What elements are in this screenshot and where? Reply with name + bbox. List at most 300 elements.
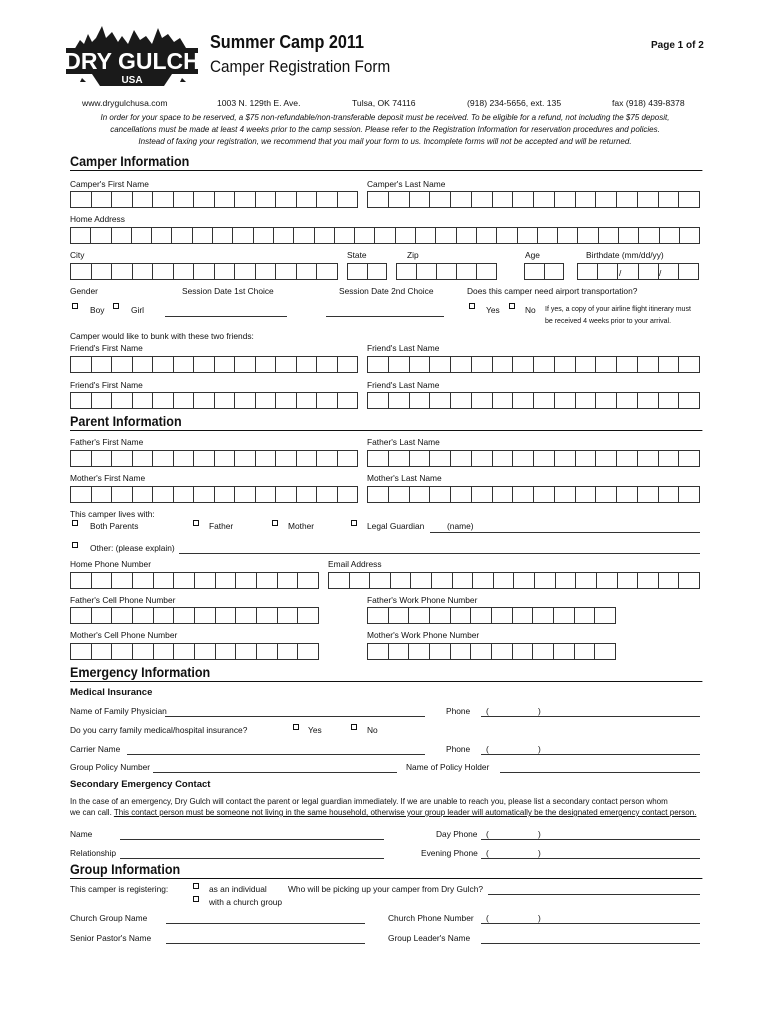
policy-line[interactable] [153,772,397,773]
char-box[interactable] [337,392,359,409]
char-box[interactable] [193,191,214,208]
char-box[interactable] [512,486,533,503]
insurance-no-checkbox[interactable] [351,724,357,730]
leader-line[interactable] [481,943,700,944]
carrier-line[interactable] [127,754,425,755]
char-box[interactable] [416,263,436,280]
char-box[interactable] [255,392,276,409]
contact-name-line[interactable] [120,839,384,840]
char-box[interactable] [555,572,576,589]
char-box[interactable] [429,191,450,208]
char-box[interactable] [367,191,388,208]
char-box[interactable] [275,392,296,409]
char-box[interactable] [517,227,537,244]
char-box[interactable] [429,450,450,467]
char-box[interactable] [594,643,616,660]
char-box[interactable] [296,392,317,409]
char-box[interactable] [491,607,512,624]
email-field[interactable] [328,572,700,589]
char-box[interactable] [277,643,298,660]
char-box[interactable] [152,356,173,373]
char-box[interactable] [214,450,235,467]
char-box[interactable] [388,643,409,660]
char-box[interactable] [275,486,296,503]
char-box[interactable] [131,227,151,244]
char-box[interactable] [408,607,429,624]
char-box[interactable] [637,572,658,589]
char-box[interactable] [296,486,317,503]
mother-last-field[interactable] [367,486,700,503]
friend1-first-field[interactable] [70,356,358,373]
char-box[interactable] [349,572,370,589]
char-box[interactable] [658,572,679,589]
char-box[interactable] [235,607,256,624]
char-box[interactable] [235,572,256,589]
relationship-line[interactable] [120,858,384,859]
char-box[interactable] [431,572,452,589]
char-box[interactable] [153,643,174,660]
char-box[interactable] [534,572,555,589]
girl-checkbox[interactable] [113,303,119,309]
father-work-field[interactable] [367,607,616,624]
char-box[interactable] [450,486,471,503]
char-box[interactable] [637,191,658,208]
char-box[interactable] [429,486,450,503]
char-box[interactable] [594,607,616,624]
day-phone-line[interactable] [481,839,700,840]
char-box[interactable] [618,227,638,244]
char-box[interactable] [533,356,554,373]
char-box[interactable] [532,607,553,624]
father-checkbox[interactable] [193,520,199,526]
char-box[interactable] [617,572,638,589]
char-box[interactable] [337,356,359,373]
char-box[interactable] [232,227,252,244]
char-box[interactable] [452,572,473,589]
char-box[interactable] [132,572,153,589]
char-box[interactable] [277,572,298,589]
char-box[interactable] [512,450,533,467]
char-box[interactable] [616,191,637,208]
char-box[interactable] [255,263,276,280]
char-box[interactable] [410,572,431,589]
char-box[interactable] [296,450,317,467]
char-box[interactable] [275,263,296,280]
char-box[interactable] [215,607,236,624]
char-box[interactable] [679,227,700,244]
char-box[interactable] [91,450,112,467]
session2-line[interactable] [326,316,444,317]
individual-checkbox[interactable] [193,883,199,889]
char-box[interactable] [678,263,699,280]
char-box[interactable] [658,450,679,467]
char-box[interactable] [574,643,595,660]
session1-line[interactable] [165,316,287,317]
char-box[interactable] [316,356,337,373]
char-box[interactable] [659,227,679,244]
char-box[interactable] [450,643,471,660]
char-box[interactable] [111,450,132,467]
char-box[interactable] [214,191,235,208]
char-box[interactable] [256,607,277,624]
char-box[interactable] [492,392,513,409]
char-box[interactable] [638,227,658,244]
char-box[interactable] [470,643,491,660]
char-box[interactable] [595,392,616,409]
char-box[interactable] [450,356,471,373]
char-box[interactable] [173,450,194,467]
char-box[interactable] [194,572,215,589]
char-box[interactable] [388,191,409,208]
char-box[interactable] [533,486,554,503]
age-field[interactable] [524,263,564,280]
char-box[interactable] [91,607,112,624]
char-box[interactable] [70,263,91,280]
char-box[interactable] [409,486,430,503]
char-box[interactable] [153,607,174,624]
char-box[interactable] [471,486,492,503]
father-first-field[interactable] [70,450,358,467]
char-box[interactable] [492,450,513,467]
char-box[interactable] [658,486,679,503]
char-box[interactable] [575,392,596,409]
char-box[interactable] [476,227,496,244]
char-box[interactable] [132,607,153,624]
church-phone-line[interactable] [481,923,700,924]
friend2-last-field[interactable] [367,392,700,409]
char-box[interactable] [554,450,575,467]
char-box[interactable] [132,450,153,467]
char-box[interactable] [256,643,277,660]
carrier-phone-line[interactable] [481,754,700,755]
char-box[interactable] [316,263,338,280]
char-box[interactable] [273,227,293,244]
char-box[interactable] [597,263,617,280]
char-box[interactable] [456,263,476,280]
char-box[interactable] [369,572,390,589]
char-box[interactable] [275,191,296,208]
char-box[interactable] [316,450,337,467]
char-box[interactable] [429,356,450,373]
char-box[interactable] [678,486,700,503]
char-box[interactable] [409,450,430,467]
char-box[interactable] [91,263,112,280]
camper-last-field[interactable] [367,191,700,208]
char-box[interactable] [492,486,513,503]
char-box[interactable] [367,643,388,660]
char-box[interactable] [255,486,276,503]
char-box[interactable] [429,643,450,660]
char-box[interactable] [132,356,153,373]
char-box[interactable] [193,450,214,467]
church-name-line[interactable] [166,923,365,924]
char-box[interactable] [354,227,374,244]
char-box[interactable] [367,486,388,503]
char-box[interactable] [575,356,596,373]
char-box[interactable] [395,227,415,244]
char-box[interactable] [658,392,679,409]
char-box[interactable] [512,392,533,409]
char-box[interactable] [367,607,388,624]
char-box[interactable] [596,572,617,589]
char-box[interactable] [214,486,235,503]
char-box[interactable] [493,572,514,589]
char-box[interactable] [151,227,171,244]
char-box[interactable] [297,643,319,660]
char-box[interactable] [194,643,215,660]
other-checkbox[interactable] [72,542,78,548]
char-box[interactable] [173,572,194,589]
char-box[interactable] [70,227,90,244]
char-box[interactable] [471,450,492,467]
char-box[interactable] [70,450,91,467]
char-box[interactable] [512,191,533,208]
mother-work-field[interactable] [367,643,616,660]
char-box[interactable] [575,191,596,208]
char-box[interactable] [193,486,214,503]
char-box[interactable] [173,607,194,624]
char-box[interactable] [374,227,394,244]
char-box[interactable] [255,191,276,208]
char-box[interactable] [91,392,112,409]
char-box[interactable] [337,191,359,208]
airport-yes-checkbox[interactable] [469,303,475,309]
char-box[interactable] [111,643,132,660]
char-box[interactable] [409,191,430,208]
char-box[interactable] [553,643,574,660]
char-box[interactable] [173,392,194,409]
char-box[interactable] [215,643,236,660]
char-box[interactable] [524,263,544,280]
char-box[interactable] [70,486,91,503]
char-box[interactable] [212,227,232,244]
char-box[interactable] [91,572,112,589]
friend2-first-field[interactable] [70,392,358,409]
char-box[interactable] [334,227,354,244]
char-box[interactable] [193,263,214,280]
char-box[interactable] [111,392,132,409]
char-box[interactable] [388,486,409,503]
char-box[interactable] [435,227,455,244]
char-box[interactable] [577,263,597,280]
char-box[interactable] [70,643,91,660]
mother-cell-field[interactable] [70,643,319,660]
char-box[interactable] [193,356,214,373]
char-box[interactable] [532,643,553,660]
char-box[interactable] [554,191,575,208]
char-box[interactable] [554,486,575,503]
char-box[interactable] [408,643,429,660]
pickup-line[interactable] [488,894,700,895]
char-box[interactable] [152,263,173,280]
char-box[interactable] [456,227,476,244]
char-box[interactable] [296,263,317,280]
char-box[interactable] [132,392,153,409]
char-box[interactable] [337,486,359,503]
char-box[interactable] [409,392,430,409]
char-box[interactable] [90,227,110,244]
char-box[interactable] [388,607,409,624]
char-box[interactable] [111,191,132,208]
char-box[interactable] [234,263,255,280]
physician-line[interactable] [165,716,425,717]
char-box[interactable] [253,227,273,244]
char-box[interactable] [111,607,132,624]
char-box[interactable] [595,356,616,373]
char-box[interactable] [678,392,700,409]
char-box[interactable] [316,392,337,409]
char-box[interactable] [415,227,435,244]
char-box[interactable] [388,450,409,467]
char-box[interactable] [152,392,173,409]
char-box[interactable] [470,607,491,624]
city-field[interactable] [70,263,338,280]
char-box[interactable] [678,572,700,589]
char-box[interactable] [513,572,534,589]
char-box[interactable] [367,392,388,409]
pastor-line[interactable] [166,943,365,944]
birthdate-field[interactable] [577,263,699,280]
char-box[interactable] [297,572,319,589]
char-box[interactable] [637,392,658,409]
home-address-field[interactable] [70,227,700,244]
char-box[interactable] [152,486,173,503]
char-box[interactable] [491,643,512,660]
char-box[interactable] [132,191,153,208]
char-box[interactable] [450,191,471,208]
char-box[interactable] [429,392,450,409]
char-box[interactable] [678,191,700,208]
insurance-yes-checkbox[interactable] [293,724,299,730]
char-box[interactable] [533,191,554,208]
char-box[interactable] [297,607,319,624]
char-box[interactable] [215,572,236,589]
char-box[interactable] [194,607,215,624]
char-box[interactable] [390,572,411,589]
char-box[interactable] [554,392,575,409]
both-parents-checkbox[interactable] [72,520,78,526]
char-box[interactable] [152,450,173,467]
char-box[interactable] [234,486,255,503]
char-box[interactable] [388,356,409,373]
char-box[interactable] [595,486,616,503]
char-box[interactable] [337,450,359,467]
char-box[interactable] [476,263,497,280]
char-box[interactable] [293,227,313,244]
char-box[interactable] [512,643,533,660]
char-box[interactable] [70,356,91,373]
char-box[interactable] [316,191,337,208]
char-box[interactable] [472,572,493,589]
char-box[interactable] [533,392,554,409]
char-box[interactable] [214,392,235,409]
char-box[interactable] [409,356,430,373]
char-box[interactable] [328,572,349,589]
char-box[interactable] [132,643,153,660]
char-box[interactable] [678,450,700,467]
char-box[interactable] [450,607,471,624]
father-cell-field[interactable] [70,607,319,624]
char-box[interactable] [111,486,132,503]
char-box[interactable] [658,191,679,208]
char-box[interactable] [577,227,597,244]
char-box[interactable] [91,486,112,503]
char-box[interactable] [255,356,276,373]
char-box[interactable] [173,263,194,280]
char-box[interactable] [616,450,637,467]
mother-checkbox[interactable] [272,520,278,526]
char-box[interactable] [496,227,516,244]
char-box[interactable] [637,356,658,373]
char-box[interactable] [616,486,637,503]
char-box[interactable] [553,607,574,624]
char-box[interactable] [91,191,112,208]
char-box[interactable] [132,486,153,503]
char-box[interactable] [111,227,131,244]
char-box[interactable] [296,356,317,373]
char-box[interactable] [575,450,596,467]
char-box[interactable] [396,263,416,280]
char-box[interactable] [637,450,658,467]
char-box[interactable] [277,607,298,624]
boy-checkbox[interactable] [72,303,78,309]
char-box[interactable] [152,191,173,208]
char-box[interactable] [70,392,91,409]
char-box[interactable] [595,191,616,208]
char-box[interactable] [256,572,277,589]
char-box[interactable] [574,607,595,624]
char-box[interactable] [234,191,255,208]
char-box[interactable] [492,356,513,373]
char-box[interactable] [598,227,618,244]
char-box[interactable] [70,607,91,624]
camper-first-field[interactable] [70,191,358,208]
char-box[interactable] [471,356,492,373]
friend1-last-field[interactable] [367,356,700,373]
char-box[interactable] [554,356,575,373]
char-box[interactable] [658,356,679,373]
char-box[interactable] [429,607,450,624]
char-box[interactable] [235,643,256,660]
char-box[interactable] [557,227,577,244]
guardian-checkbox[interactable] [351,520,357,526]
char-box[interactable] [367,356,388,373]
char-box[interactable] [173,191,194,208]
char-box[interactable] [367,263,388,280]
char-box[interactable] [537,227,557,244]
char-box[interactable] [471,191,492,208]
char-box[interactable] [544,263,565,280]
policy-holder-line[interactable] [500,772,700,773]
char-box[interactable] [193,392,214,409]
char-box[interactable] [132,263,153,280]
char-box[interactable] [512,356,533,373]
char-box[interactable] [234,392,255,409]
char-box[interactable] [388,392,409,409]
char-box[interactable] [512,607,533,624]
home-phone-field[interactable] [70,572,319,589]
char-box[interactable] [234,450,255,467]
char-box[interactable] [91,356,112,373]
zip-field[interactable] [396,263,497,280]
other-line[interactable] [179,553,700,554]
char-box[interactable] [111,356,132,373]
char-box[interactable] [533,450,554,467]
char-box[interactable] [575,572,596,589]
char-box[interactable] [638,263,658,280]
char-box[interactable] [637,486,658,503]
char-box[interactable] [111,263,132,280]
